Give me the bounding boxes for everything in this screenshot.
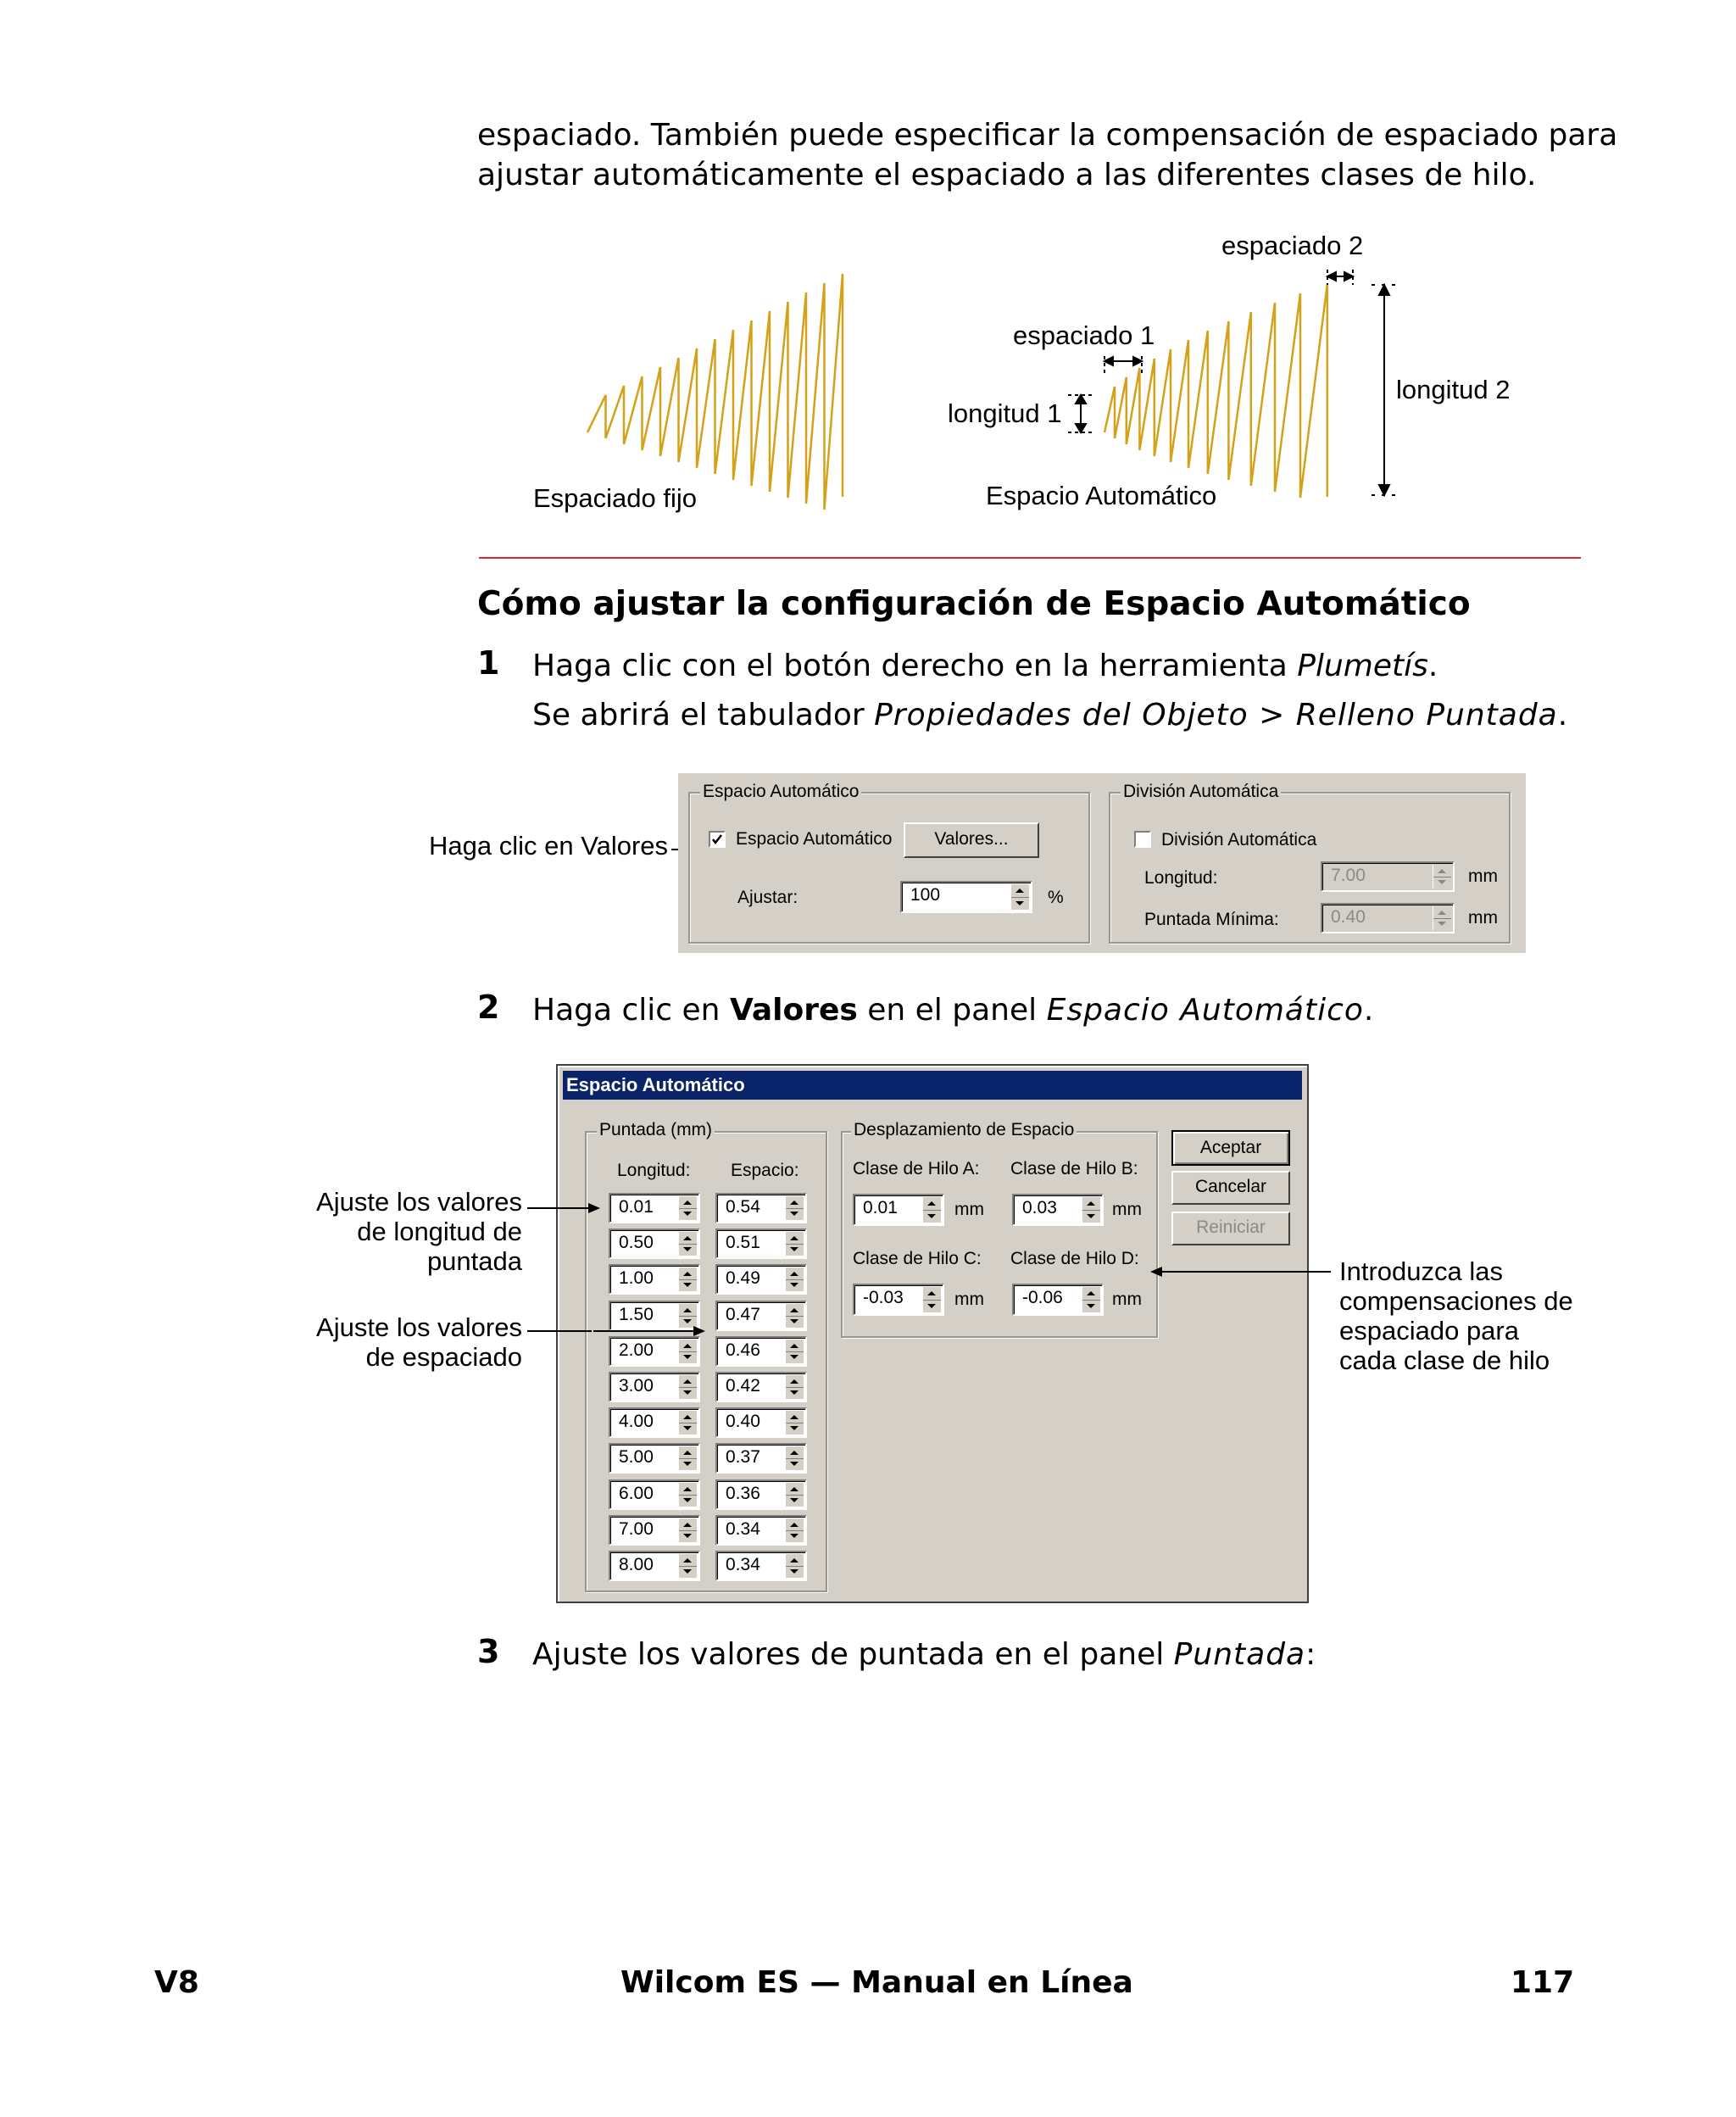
stitch-length-input[interactable]: [609, 1264, 700, 1295]
stitch-length-spinner[interactable]: [678, 1518, 697, 1542]
offset-callout-line-2: compensaciones de: [1339, 1286, 1573, 1316]
stitch-line: [1104, 284, 1327, 498]
cancel-button[interactable]: Cancelar: [1171, 1171, 1290, 1205]
spacing-column-header: Espacio:: [731, 1161, 799, 1180]
class-c-value: -0.03: [863, 1288, 904, 1307]
class-c-input[interactable]: [853, 1284, 944, 1316]
stitch-length-spinner[interactable]: [678, 1375, 697, 1399]
stitch-length-input[interactable]: [609, 1407, 700, 1438]
length-column-header: Longitud:: [617, 1161, 691, 1180]
auto-spacing-stitches: [1104, 284, 1327, 498]
split-length-value: 7.00: [1331, 866, 1366, 885]
class-a-label: Clase de Hilo A:: [853, 1159, 980, 1178]
offset-callout-line-4: cada clase de hilo: [1339, 1345, 1550, 1375]
stitch-length-value: 0.50: [619, 1233, 654, 1253]
step-1-tab-path: Propiedades del Objeto > Relleno Puntada: [874, 698, 1558, 733]
length-2-label: longitud 2: [1396, 375, 1511, 404]
auto-spacing-label: Espacio Automático: [986, 481, 1217, 510]
stitch-length-value: 7.00: [619, 1518, 654, 1539]
stitch-spacing-input[interactable]: [715, 1372, 807, 1402]
step-1-text: [532, 646, 1438, 687]
step-2-text-a: Haga clic en: [532, 993, 730, 1028]
step-2-text-b: en el panel: [857, 993, 1047, 1028]
length-1-label: longitud 1: [948, 398, 1062, 428]
stitch-group-title: Puntada (mm): [597, 1120, 715, 1140]
stitch-length-value: 8.00: [619, 1555, 654, 1574]
spacing-1-indicator: [1104, 356, 1142, 375]
intro-line-2: ajustar automáticamente el espaciado a las diferentes clases de hilo.: [477, 158, 1537, 192]
stitch-spacing-spinner[interactable]: [785, 1483, 804, 1507]
class-b-spinner[interactable]: [1082, 1197, 1100, 1223]
class-d-value: -0.06: [1022, 1288, 1063, 1307]
stitch-spacing-spinner[interactable]: [785, 1446, 804, 1470]
stitch-spacing-input[interactable]: [715, 1336, 807, 1367]
spacing-diagram: [509, 229, 1628, 517]
stitch-spacing-spinner[interactable]: [785, 1411, 804, 1435]
stitch-length-value: 1.00: [619, 1268, 654, 1289]
class-d-spinner[interactable]: [1082, 1287, 1100, 1312]
step-3-text-end: :: [1305, 1637, 1316, 1672]
min-stitch-unit: mm: [1468, 908, 1498, 928]
length-callout: [254, 1187, 522, 1276]
auto-spacing-group-title: Espacio Automático: [700, 782, 861, 802]
stitch-spacing-value: 0.34: [726, 1555, 760, 1574]
step-1-tool-name: Plumetís: [1297, 649, 1428, 683]
class-a-unit: mm: [954, 1200, 984, 1219]
values-button[interactable]: Valores...: [904, 822, 1039, 858]
offset-group-title: Desplazamiento de Espacio: [851, 1120, 1077, 1140]
stitch-length-spinner[interactable]: [678, 1340, 697, 1363]
split-length-unit: mm: [1468, 866, 1498, 886]
stitch-properties-panel: [678, 773, 1526, 953]
step-2-text: [532, 990, 1373, 1031]
stitch-length-spinner[interactable]: [678, 1483, 697, 1507]
length-callout-line-1: Ajuste los valores: [316, 1187, 522, 1217]
offset-callout-line-1: Introduzca las: [1339, 1256, 1503, 1286]
length-callout-line-3: puntada: [426, 1246, 522, 1276]
stitch-length-input[interactable]: [609, 1372, 700, 1402]
step-1-text-a: Haga clic con el botón derecho en la herramienta: [532, 649, 1298, 683]
stitch-spacing-input[interactable]: [715, 1479, 807, 1510]
stitch-length-spinner[interactable]: [678, 1446, 697, 1470]
spacing-callout-line-2: de espaciado: [365, 1342, 522, 1372]
reset-button[interactable]: Reiniciar: [1171, 1212, 1290, 1245]
stitch-length-input[interactable]: [609, 1479, 700, 1510]
stitch-spacing-spinner[interactable]: [785, 1375, 804, 1399]
spacing-1-label: espaciado 1: [1013, 320, 1155, 350]
step-3-text-a: Ajuste los valores de puntada en el panel: [532, 1637, 1174, 1672]
stitch-spacing-value: 0.51: [726, 1233, 760, 1253]
class-a-spinner[interactable]: [922, 1197, 941, 1223]
stitch-spacing-spinner[interactable]: [785, 1196, 804, 1220]
intro-line-1: espaciado. También puede especificar la compensación de espaciado para: [477, 118, 1618, 153]
min-stitch-spinner[interactable]: [1433, 906, 1451, 930]
stitch-length-value: 6.00: [619, 1483, 654, 1503]
stitch-spacing-spinner[interactable]: [785, 1554, 804, 1578]
length-callout-line-2: de longitud de: [357, 1217, 522, 1246]
class-b-label: Clase de Hilo B:: [1010, 1159, 1138, 1178]
stitch-spacing-input[interactable]: [715, 1443, 807, 1474]
stitch-length-value: 1.50: [619, 1304, 654, 1324]
step-2-text-end: .: [1363, 993, 1374, 1028]
stitch-spacing-value: 0.34: [726, 1518, 760, 1539]
stitch-spacing-spinner[interactable]: [785, 1267, 804, 1291]
spacing-callout: [254, 1312, 522, 1372]
offset-callout-line-3: espaciado para: [1339, 1316, 1519, 1345]
stitch-length-spinner[interactable]: [678, 1411, 697, 1435]
spacing-2-label: espaciado 2: [1221, 231, 1364, 260]
step-2-panel-name: Espacio Automático: [1046, 993, 1364, 1028]
stitch-length-input[interactable]: [609, 1228, 700, 1259]
auto-spacing-group: [688, 792, 1090, 944]
stitch-length-value: 5.00: [619, 1447, 654, 1468]
stitch-length-spinner[interactable]: [678, 1196, 697, 1220]
stitch-spacing-input[interactable]: [715, 1407, 807, 1438]
footer-page-number: 117: [1511, 1965, 1575, 2000]
checkmark-icon: [710, 833, 724, 846]
step-1-result-a: Se abrirá el tabulador: [532, 698, 875, 733]
step-1-result: [532, 695, 1567, 736]
class-c-label: Clase de Hilo C:: [853, 1249, 982, 1268]
section-title: Cómo ajustar la configuración de Espacio Automático: [477, 585, 1471, 623]
stitch-spacing-input[interactable]: [715, 1551, 807, 1581]
stitch-spacing-spinner[interactable]: [785, 1232, 804, 1256]
spacing-callout-arrow: [593, 1321, 712, 1341]
stitch-length-spinner[interactable]: [678, 1554, 697, 1578]
length-1-indicator: [1068, 395, 1093, 432]
step-2-number: 2: [477, 989, 500, 1026]
class-a-input[interactable]: [853, 1194, 944, 1226]
stitch-length-spinner[interactable]: [678, 1232, 697, 1256]
min-stitch-label: Puntada Mínima:: [1144, 910, 1279, 929]
step-1-result-end: .: [1557, 698, 1568, 733]
stitch-line: [587, 274, 843, 510]
stitch-length-value: 4.00: [619, 1412, 654, 1432]
dialog-title: Espacio Automático: [566, 1074, 745, 1095]
stitch-spacing-input[interactable]: [715, 1515, 807, 1546]
footer-title: Wilcom ES — Manual en Línea: [620, 1965, 1133, 2000]
adjust-spinner[interactable]: [1010, 884, 1029, 910]
class-a-value: 0.01: [863, 1198, 898, 1217]
adjust-input[interactable]: [900, 881, 1032, 913]
stitch-spacing-spinner[interactable]: [785, 1340, 804, 1363]
step-3-panel-name: Puntada: [1173, 1637, 1306, 1672]
min-stitch-input[interactable]: [1321, 903, 1455, 933]
auto-split-group-title: División Automática: [1121, 782, 1281, 802]
stitch-length-value: 3.00: [619, 1376, 654, 1396]
step-1-text-end: .: [1427, 649, 1438, 683]
class-b-value: 0.03: [1022, 1198, 1057, 1217]
class-b-input[interactable]: [1012, 1194, 1104, 1226]
offset-callout: [1339, 1256, 1573, 1375]
length-2-indicator: [1372, 285, 1399, 495]
stitch-length-value: 2.00: [619, 1340, 654, 1360]
offset-callout-arrow: [1149, 1262, 1335, 1282]
stitch-spacing-value: 0.54: [726, 1197, 760, 1217]
adjust-unit: %: [1048, 888, 1064, 907]
class-d-unit: mm: [1112, 1290, 1142, 1309]
auto-split-checkbox[interactable]: [1134, 831, 1151, 848]
step-3-text: [532, 1635, 1316, 1675]
stitch-length-input[interactable]: [609, 1551, 700, 1581]
fixed-spacing-label: Espaciado fijo: [533, 483, 698, 513]
stitch-spacing-value: 0.36: [726, 1483, 760, 1503]
auto-split-checkbox-label[interactable]: División Automática: [1161, 830, 1317, 850]
split-length-input[interactable]: [1321, 861, 1455, 892]
auto-spacing-checkbox-label[interactable]: Espacio Automático: [736, 829, 893, 849]
class-b-unit: mm: [1112, 1200, 1142, 1219]
adjust-label: Ajustar:: [737, 888, 798, 907]
ok-button[interactable]: Aceptar: [1171, 1130, 1290, 1166]
fixed-spacing-stitches: [587, 274, 843, 510]
step-1-number: 1: [477, 644, 500, 682]
callout-arrows-left: [526, 1200, 610, 1335]
split-length-label: Longitud:: [1144, 868, 1218, 888]
class-c-spinner[interactable]: [922, 1287, 941, 1312]
stitch-length-input[interactable]: [609, 1443, 700, 1474]
stitch-spacing-input[interactable]: [715, 1228, 807, 1259]
stitch-spacing-spinner[interactable]: [785, 1304, 804, 1328]
min-stitch-value: 0.40: [1331, 907, 1366, 927]
stitch-spacing-input[interactable]: [715, 1301, 807, 1331]
stitch-length-value: 0.01: [619, 1197, 654, 1217]
step-3-number: 3: [477, 1633, 500, 1670]
stitch-spacing-value: 0.49: [726, 1268, 760, 1289]
stitch-spacing-value: 0.47: [726, 1304, 760, 1324]
stitch-spacing-value: 0.37: [726, 1447, 760, 1468]
stitch-spacing-value: 0.40: [726, 1412, 760, 1432]
adjust-value: 100: [910, 885, 941, 905]
stitch-length-spinner[interactable]: [678, 1267, 697, 1291]
class-c-unit: mm: [954, 1290, 984, 1309]
section-divider: [479, 557, 1581, 559]
stitch-spacing-spinner[interactable]: [785, 1518, 804, 1542]
auto-spacing-checkbox[interactable]: [709, 831, 726, 848]
step-2-values-word: Valores: [729, 993, 858, 1028]
stitch-length-input[interactable]: [609, 1515, 700, 1546]
click-values-callout: Haga clic en Valores: [429, 831, 669, 861]
stitch-spacing-input[interactable]: [715, 1193, 807, 1223]
stitch-spacing-value: 0.46: [726, 1340, 760, 1360]
stitch-spacing-value: 0.42: [726, 1376, 760, 1396]
spacing-callout-line-1: Ajuste los valores: [316, 1312, 522, 1342]
class-d-label: Clase de Hilo D:: [1010, 1249, 1139, 1268]
stitch-length-input[interactable]: [609, 1193, 700, 1223]
class-d-input[interactable]: [1012, 1284, 1104, 1316]
stitch-spacing-input[interactable]: [715, 1264, 807, 1295]
spacing-2-indicator: [1327, 270, 1353, 285]
footer-version: V8: [154, 1965, 199, 2000]
split-length-spinner[interactable]: [1433, 865, 1451, 889]
